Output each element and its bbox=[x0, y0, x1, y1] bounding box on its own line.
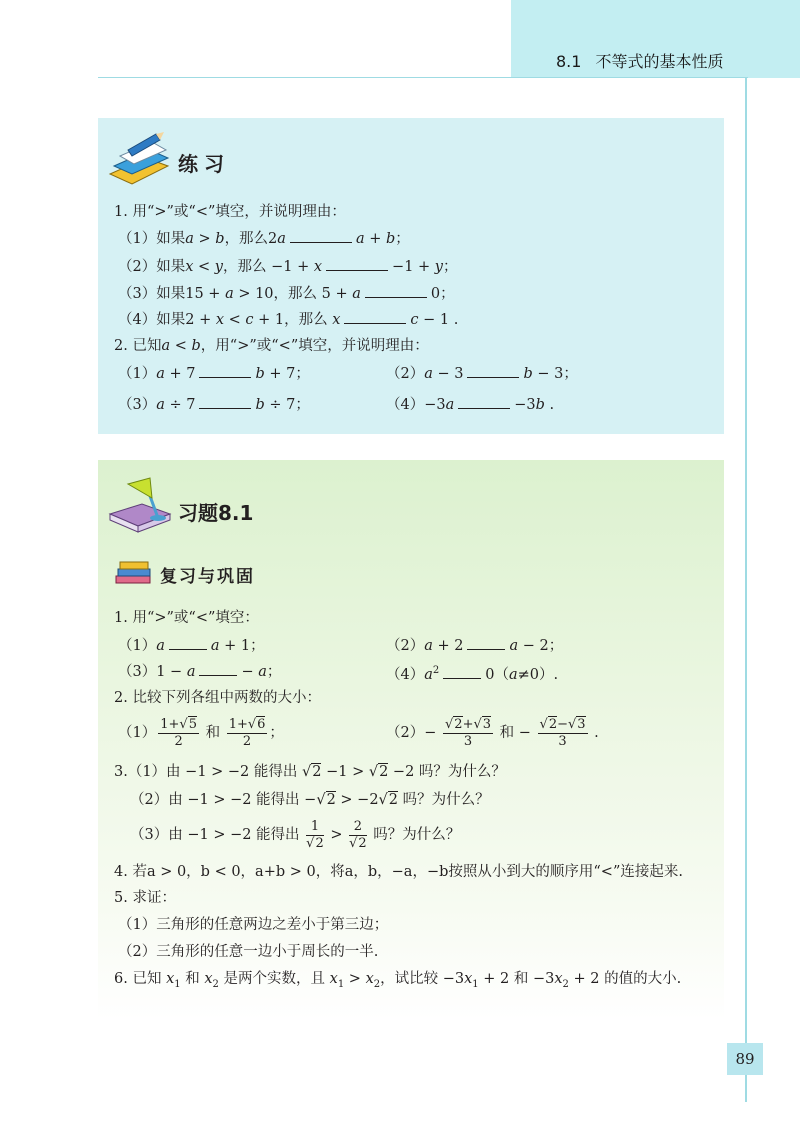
answer-blank[interactable] bbox=[365, 283, 427, 298]
books-pencil-icon bbox=[106, 128, 174, 186]
desk-lamp-book-icon bbox=[106, 474, 176, 536]
fraction: $\frac{1+√6}{2}$ bbox=[228, 716, 266, 749]
running-header bbox=[556, 49, 723, 72]
item-prefix: （3）如果 bbox=[118, 286, 186, 302]
pr-q2-stem: 2. 比较下列各组中两数的大小： bbox=[114, 690, 321, 706]
problems-title: 习题8.1 bbox=[178, 501, 254, 525]
pr-q3-item3: （3）由 −1 > −2 能得出 $\frac{1}{√2}$ > $\frac{2}{√2}$ 吗？为什么？ bbox=[130, 818, 461, 851]
fraction: $\frac{1+√5}{2}$ bbox=[160, 716, 197, 749]
answer-blank[interactable] bbox=[169, 635, 207, 650]
ex-q2-item3: （3）a ÷ 7 b ÷ 7； bbox=[118, 394, 310, 415]
ex-q1-item2: （2）如果x < y，那么 −1 + x −1 + y； bbox=[118, 256, 458, 277]
pr-q1-item2: （2）a + 2 a − 2； bbox=[386, 635, 563, 656]
pr-q5-stem: 5. 求证： bbox=[114, 890, 176, 906]
item-prefix: （1）如果 bbox=[118, 231, 186, 247]
answer-blank[interactable] bbox=[467, 635, 505, 650]
answer-blank[interactable] bbox=[199, 363, 251, 378]
ex-q1-item4: （4）如果2 + x < c + 1，那么 x c − 1 . bbox=[118, 309, 458, 330]
ex-q1-stem: 1. 用“>”或“<”填空，并说明理由： bbox=[114, 204, 346, 220]
pr-q3-item1: 3.（1）由 −1 > −2 能得出 √2 −1 > √2 −2 吗？为什么？ bbox=[114, 764, 506, 780]
answer-blank[interactable] bbox=[199, 394, 251, 409]
pr-q3-item2: （2）由 −1 > −2 能得出 −√2 > −2√2 吗？为什么？ bbox=[130, 792, 490, 808]
pr-q1-item3: （3）1 − a − a； bbox=[118, 661, 281, 682]
ex-q1-item1: （1）如果a > b，那么2a a + b； bbox=[118, 228, 410, 249]
answer-blank[interactable] bbox=[290, 228, 352, 243]
fraction: $\frac{√2-√3}{3}$ bbox=[539, 716, 586, 749]
answer-blank[interactable] bbox=[344, 309, 406, 324]
ex-q2-item2: （2）a − 3 b − 3； bbox=[386, 363, 578, 384]
item-prefix: （2）如果 bbox=[118, 259, 186, 275]
pr-q1-stem: 1. 用“>”或“<”填空： bbox=[114, 610, 259, 626]
stem-prefix: 2. 已知 bbox=[114, 338, 162, 354]
ex-q2-stem: 2. 已知a < b，用“>”或“<”填空，并说明理由： bbox=[114, 338, 429, 354]
pr-q1-item1: （1）a a + 1； bbox=[118, 635, 265, 656]
ex-q2-item4: （4）−3a −3b . bbox=[386, 394, 554, 415]
ex-q2-item1: （1）a + 7 b + 7； bbox=[118, 363, 310, 384]
pr-q5-item2: （2）三角形的任意一边小于周长的一半. bbox=[118, 944, 379, 960]
item-prefix: （4）如果 bbox=[118, 312, 186, 328]
fraction: $\frac{2}{√2}$ bbox=[349, 818, 367, 851]
fraction: $\frac{√2+√3}{3}$ bbox=[444, 716, 492, 749]
answer-blank[interactable] bbox=[443, 664, 481, 679]
books-icon bbox=[112, 558, 156, 586]
pr-q5-item1: （1）三角形的任意两边之差小于第三边； bbox=[118, 917, 389, 933]
answer-blank[interactable] bbox=[458, 394, 510, 409]
section-title: 不等式的基本性质 bbox=[595, 52, 724, 71]
pr-q2-item2: （2）− $\frac{√2+√3}{3}$ 和 − $\frac{√2-√3}{3}$ . bbox=[386, 716, 599, 749]
pr-q4: 4. 若a > 0，b < 0，a+b > 0，将a，b，−a，−b按照从小到大的顺序用“<”连接起来. bbox=[114, 864, 683, 880]
pr-q2-item1: （1） $\frac{1+√5}{2}$ 和 $\frac{1+√6}{2}$ ； bbox=[118, 716, 284, 749]
answer-blank[interactable] bbox=[467, 363, 519, 378]
pr-q1-item4: $(4)a^2$ 0（a≠0）. bbox=[386, 665, 559, 683]
section-number: 8.1 bbox=[556, 52, 582, 71]
header-rule bbox=[98, 77, 748, 78]
exercise-title: 练习 bbox=[178, 152, 230, 176]
ex-q1-item3: （3）如果15 + a > 10，那么 5 + a 0； bbox=[118, 283, 455, 304]
answer-blank[interactable] bbox=[199, 661, 237, 676]
review-subtitle: 复习与巩固 bbox=[160, 567, 255, 587]
page-number: 89 bbox=[727, 1043, 763, 1075]
fraction: $\frac{1}{√2}$ bbox=[306, 818, 324, 851]
pr-q6: 6. 已知 $x_1$ 和 $x_2$ 是两个实数，且 $x_1 > x_2$，试比较 $-3x_1 + 2$ 和 $-3x_2 + 2$ 的值的大小. bbox=[114, 971, 682, 990]
side-rule bbox=[745, 77, 747, 1102]
answer-blank[interactable] bbox=[326, 256, 388, 271]
